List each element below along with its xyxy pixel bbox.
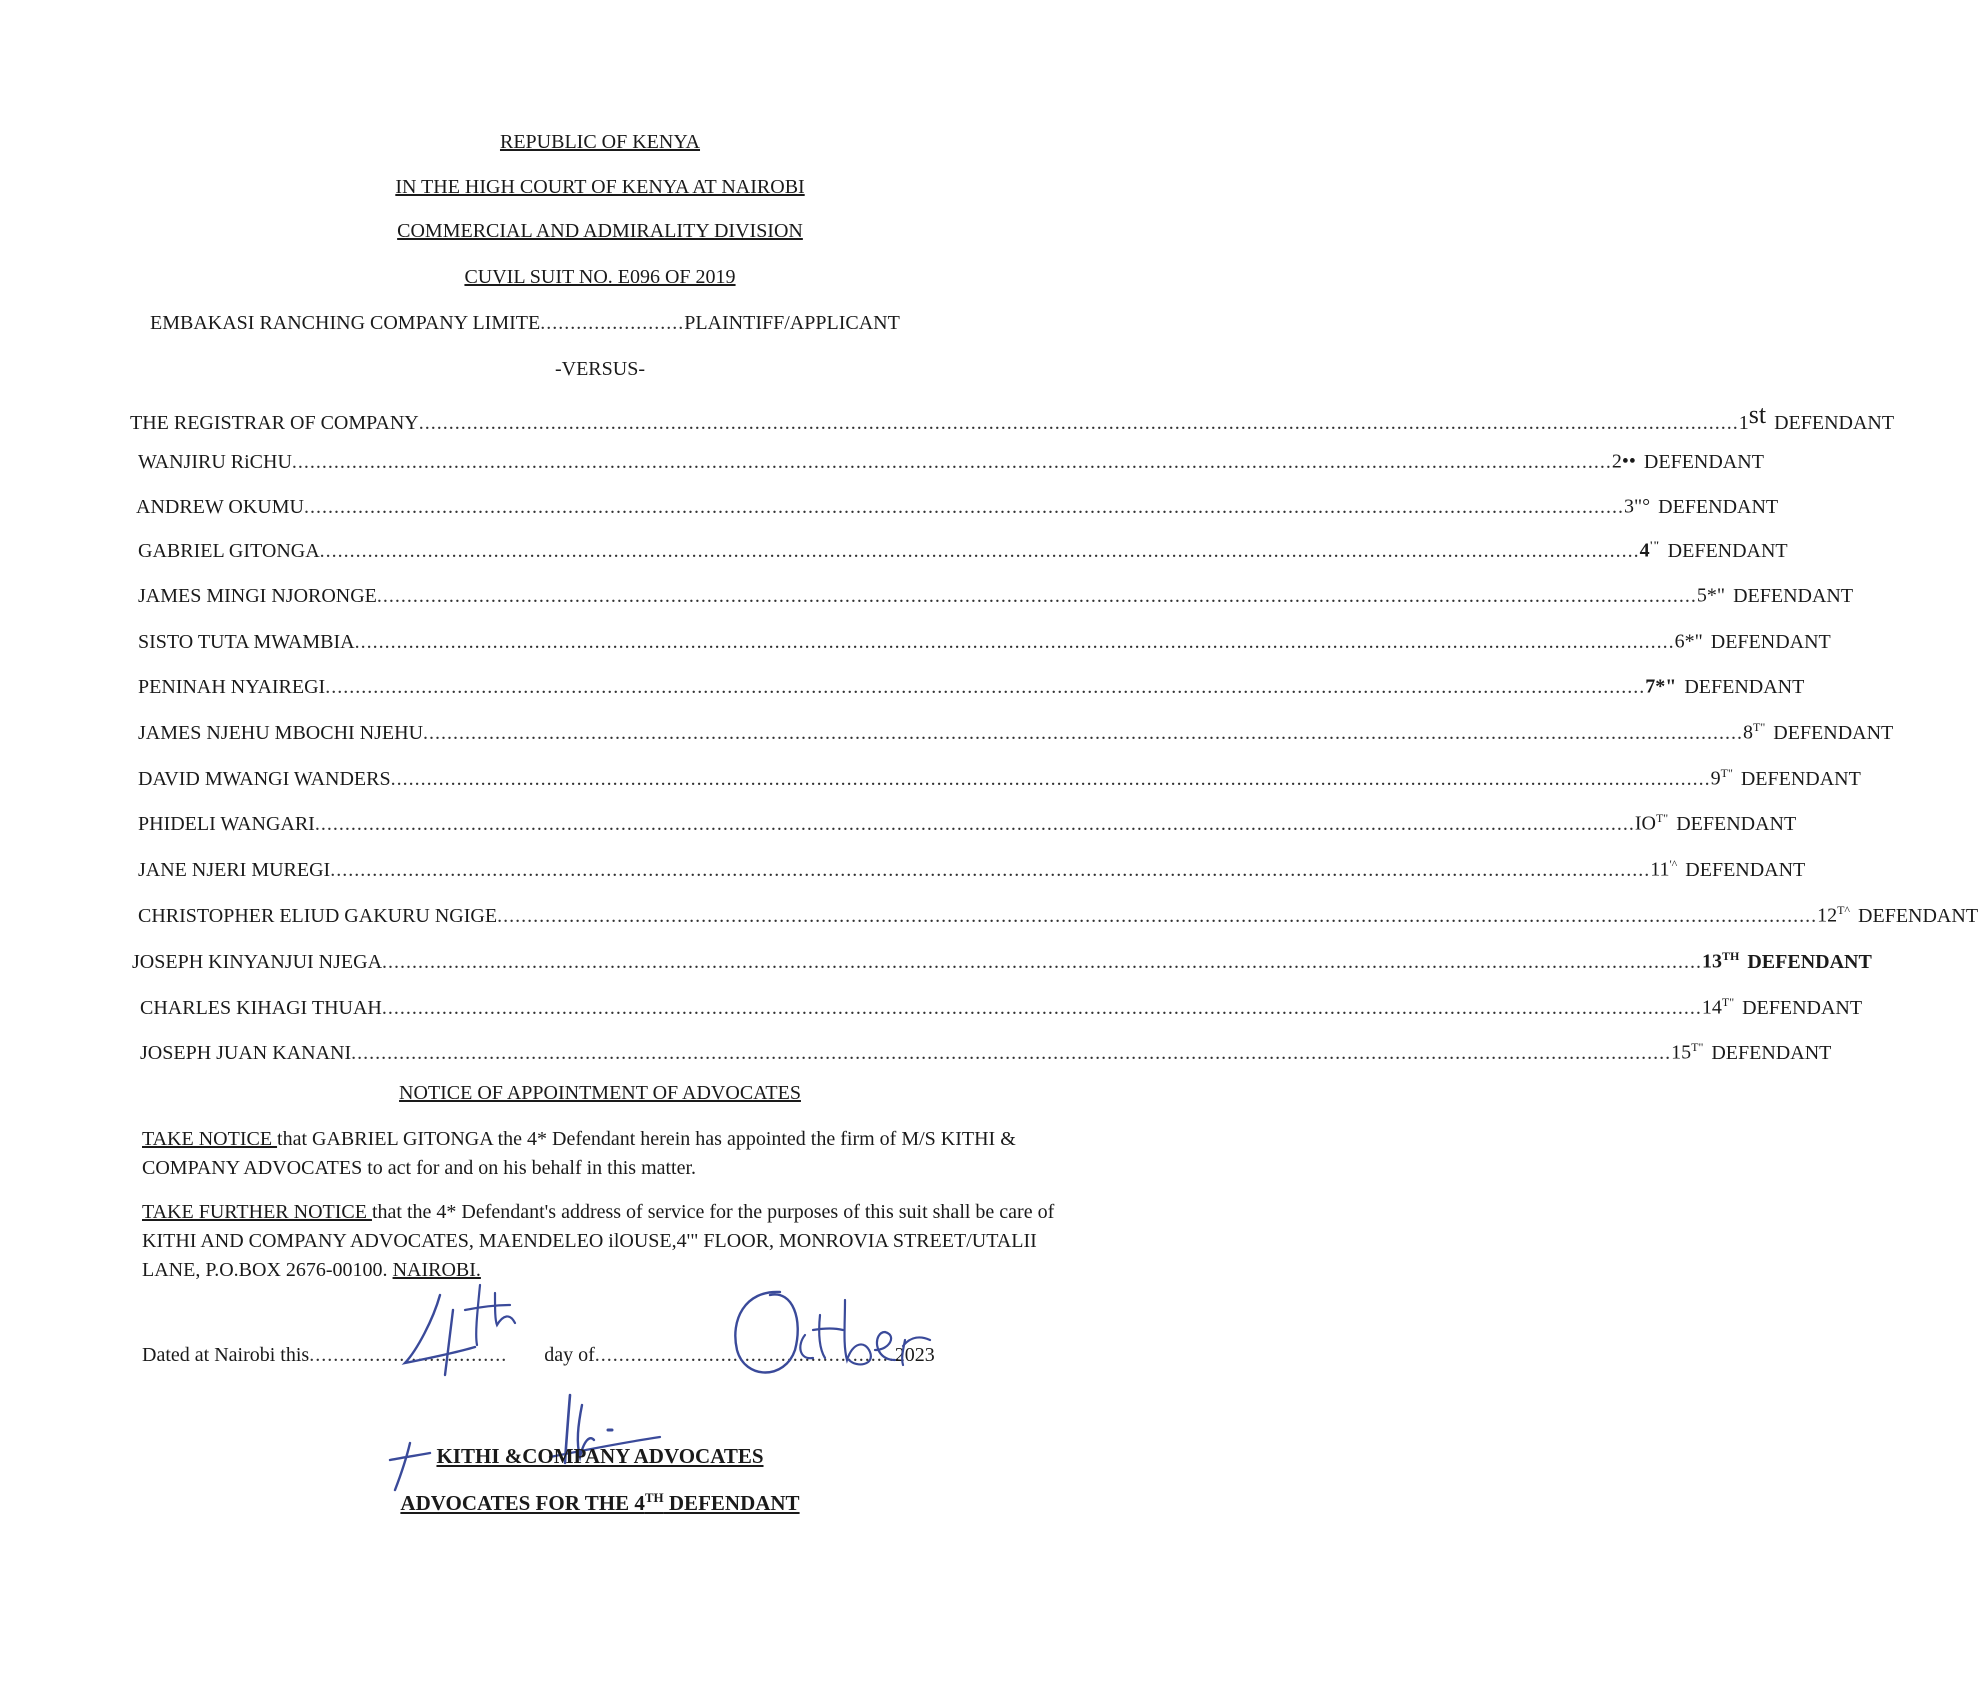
- defendant-ordinal-suffix: T^: [1837, 903, 1851, 917]
- defendant-ordinal: [1671, 1040, 1703, 1065]
- defendant-ordinal-suffix: '": [1649, 538, 1660, 552]
- defendant-name: WANJIRU RiCHU: [138, 450, 292, 473]
- defendant-ordinal-number: 14: [1701, 996, 1722, 1019]
- defendant-name: SISTO TUTA MWAMBIA: [138, 630, 355, 653]
- defendant-leader-dots: ............................................................................................................................................................................................................................: [325, 675, 1646, 698]
- defendant-ordinal: [1675, 629, 1703, 654]
- defendant-ordinal: [1711, 766, 1733, 791]
- defendant-ordinal-number: 12: [1817, 904, 1838, 927]
- defendant-ordinal-suffix: '^: [1669, 857, 1678, 871]
- firm-role-prefix: ADVOCATES FOR THE 4: [400, 1491, 645, 1515]
- defendant-row: [138, 449, 1764, 474]
- defendant-role: DEFENDANT: [1858, 904, 1978, 927]
- defendant-ordinal-suffix: T": [1691, 1040, 1704, 1054]
- defendant-name: CHRISTOPHER ELIUD GAKURU NGIGE: [138, 904, 498, 927]
- firm-role-suffix: TH: [644, 1490, 664, 1505]
- defendant-row: [132, 949, 1872, 974]
- defendant-name: DAVID MWANGI WANDERS: [138, 767, 391, 790]
- plaintiff-dots: ........................: [540, 312, 685, 334]
- defendant-role: DEFENDANT: [1711, 1041, 1832, 1064]
- dated-day-of: day of: [544, 1344, 595, 1366]
- defendant-row: [138, 674, 1805, 699]
- defendant-ordinal-number: 5*": [1696, 584, 1726, 607]
- defendant-ordinal-number: 8: [1743, 721, 1754, 744]
- defendant-ordinal: [1612, 449, 1636, 474]
- defendant-ordinal: [1739, 400, 1766, 435]
- defendant-ordinal-number: 13: [1702, 950, 1723, 973]
- take-notice-lead: TAKE NOTICE: [142, 1128, 278, 1150]
- defendant-ordinal: [1645, 674, 1676, 699]
- defendant-row: [138, 811, 1797, 836]
- defendant-row: [138, 629, 1831, 654]
- defendant-leader-dots: ............................................................................................................................................................................................................................: [382, 950, 1703, 973]
- defendant-ordinal: [1640, 538, 1660, 563]
- handwritten-day: [395, 1275, 545, 1385]
- defendant-name: CHARLES KIHAGI THUAH: [140, 996, 382, 1019]
- defendant-ordinal: [1697, 583, 1725, 608]
- defendant-role: DEFENDANT: [1773, 721, 1894, 744]
- defendant-leader-dots: ............................................................................................................................................................................................................................: [351, 1041, 1672, 1064]
- defendant-role: DEFENDANT: [1742, 996, 1863, 1019]
- defendant-leader-dots: ............................................................................................................................................................................................................................: [330, 858, 1651, 881]
- header-division: COMMERCIAL AND ADMIRALITY DIVISION: [397, 220, 803, 242]
- defendant-ordinal: [1817, 903, 1850, 928]
- plaintiff-name: EMBAKASI RANCHING COMPANY LIMITE: [150, 312, 541, 334]
- defendant-role: DEFENDANT: [1710, 630, 1831, 653]
- defendant-ordinal: [1743, 720, 1765, 745]
- defendant-ordinal-number: 3"°: [1623, 495, 1651, 518]
- defendant-ordinal-number: 2••: [1611, 450, 1636, 473]
- defendant-row: [136, 494, 1779, 519]
- firm-role: [0, 1490, 1200, 1516]
- defendant-name: PHIDELI WANGARI: [138, 812, 315, 835]
- defendant-name: GABRIEL GITONGA: [138, 539, 320, 562]
- defendant-leader-dots: ............................................................................................................................................................................................................................: [381, 996, 1702, 1019]
- defendant-leader-dots: ............................................................................................................................................................................................................................: [376, 584, 1697, 607]
- notice-paragraph-2: [142, 1198, 1077, 1285]
- defendant-role: DEFENDANT: [1667, 539, 1788, 562]
- defendant-ordinal-number: 6*": [1674, 630, 1703, 653]
- defendant-name: ANDREW OKUMU: [136, 495, 304, 518]
- defendant-ordinal-suffix: TH: [1722, 949, 1740, 963]
- defendant-leader-dots: ............................................................................................................................................................................................................................: [303, 495, 1624, 518]
- header-republic: REPUBLIC OF KENYA: [499, 131, 701, 153]
- handwritten-month: [725, 1280, 965, 1390]
- defendant-ordinal-suffix: T": [1720, 766, 1733, 780]
- defendant-ordinal-number: IO: [1634, 812, 1656, 835]
- notice-p2-text: that the 4* Defendant's address of service for the purposes of this suit shall be care of KITHI AND COMPANY ADVOCATES, MAENDELEO ilOUSE,4'" FLOOR, MONROVIA STREET/UTALII LANE, P.O.BOX 2676-00100.: [142, 1201, 1055, 1281]
- dated-prefix: Dated at Nairobi this: [142, 1344, 310, 1366]
- defendant-row: [138, 583, 1854, 608]
- header-suit-number: CUVIL SUIT NO. E096 OF 2019: [464, 266, 736, 288]
- defendant-ordinal-number: 11: [1650, 858, 1670, 881]
- defendant-leader-dots: ............................................................................................................................................................................................................................: [291, 450, 1612, 473]
- defendant-ordinal-suffix: st: [1748, 400, 1767, 429]
- dated-year: 2023: [894, 1344, 935, 1366]
- defendant-ordinal: [1635, 811, 1668, 836]
- defendant-row: [130, 400, 1895, 435]
- defendant-role: DEFENDANT: [1643, 450, 1764, 473]
- defendant-role: DEFENDANT: [1658, 495, 1779, 518]
- plaintiff-role: PLAINTIFF/APPLICANT: [684, 312, 900, 334]
- defendant-leader-dots: ............................................................................................................................................................................................................................: [319, 539, 1640, 562]
- defendant-name: JOSEPH KINYANJUI NJEGA: [132, 950, 383, 973]
- notice-p2-city: NAIROBI.: [392, 1259, 481, 1281]
- defendant-role: DEFENDANT: [1733, 584, 1854, 607]
- defendant-role: DEFENDANT: [1685, 858, 1806, 881]
- defendant-name: JANE NJERI MUREGI: [138, 858, 331, 881]
- defendant-ordinal-number: 4: [1639, 539, 1650, 562]
- defendant-role: DEFENDANT: [1676, 812, 1797, 835]
- defendant-ordinal: [1702, 995, 1734, 1020]
- defendant-leader-dots: ............................................................................................................................................................................................................................: [314, 812, 1635, 835]
- defendant-leader-dots: ............................................................................................................................................................................................................................: [418, 412, 1739, 434]
- defendant-row: [138, 538, 1788, 563]
- defendant-ordinal-suffix: T": [1655, 811, 1669, 825]
- notice-paragraph-1: [142, 1125, 1077, 1183]
- defendant-name: JOSEPH JUAN KANANI: [140, 1041, 352, 1064]
- defendant-leader-dots: ............................................................................................................................................................................................................................: [423, 721, 1744, 744]
- defendant-name: JAMES MINGI NJORONGE: [138, 584, 377, 607]
- defendant-ordinal-number: 1: [1738, 412, 1749, 434]
- defendant-row: [140, 995, 1863, 1020]
- defendant-ordinal-suffix: T": [1753, 720, 1766, 734]
- notice-title: NOTICE OF APPOINTMENT OF ADVOCATES: [399, 1082, 801, 1104]
- defendant-role: DEFENDANT: [1684, 675, 1805, 698]
- defendant-ordinal-number: 15: [1671, 1041, 1692, 1064]
- defendant-ordinal-number: 9: [1710, 767, 1721, 790]
- dated-dots-month: ...................................................: [594, 1344, 901, 1366]
- defendant-role: DEFENDANT: [1774, 412, 1895, 434]
- firm-name: KITHI &COMPANY ADVOCATES: [436, 1444, 764, 1468]
- defendant-leader-dots: ............................................................................................................................................................................................................................: [390, 767, 1711, 790]
- firm-role-post: DEFENDANT: [663, 1491, 800, 1515]
- defendant-row: [138, 766, 1861, 791]
- versus-label: -VERSUS-: [554, 358, 645, 380]
- defendant-ordinal-suffix: T": [1721, 995, 1735, 1009]
- notice-p1-text: that GABRIEL GITONGA the 4* Defendant herein has appointed the firm of M/S KITHI & COMPANY ADVOCATES to act for and on his behalf in this matter.: [142, 1128, 1016, 1179]
- defendant-ordinal: [1624, 494, 1650, 519]
- defendant-name: PENINAH NYAIREGI: [138, 675, 326, 698]
- defendant-role: DEFENDANT: [1740, 767, 1861, 790]
- defendant-row: [138, 903, 1978, 928]
- dated-dots-day: .................................: [309, 1344, 508, 1366]
- defendant-name: THE REGISTRAR OF COMPANY: [130, 412, 419, 434]
- defendant-role: DEFENDANT: [1747, 950, 1872, 973]
- defendant-ordinal: [1650, 857, 1677, 882]
- defendant-row: [138, 857, 1806, 882]
- defendant-leader-dots: ............................................................................................................................................................................................................................: [354, 630, 1675, 653]
- defendant-ordinal-number: 7*": [1645, 675, 1677, 698]
- defendant-row: [140, 1040, 1832, 1065]
- defendant-leader-dots: ............................................................................................................................................................................................................................: [497, 904, 1818, 927]
- take-further-notice-lead: TAKE FURTHER NOTICE: [142, 1201, 372, 1223]
- defendant-row: [138, 720, 1894, 745]
- plaintiff-row: [150, 312, 1050, 335]
- defendant-name: JAMES NJEHU MBOCHI NJEHU: [138, 721, 424, 744]
- advocate-signature: [370, 1385, 690, 1495]
- header-court: IN THE HIGH COURT OF KENYA AT NAIROBI: [395, 176, 805, 198]
- defendant-ordinal: [1702, 949, 1739, 974]
